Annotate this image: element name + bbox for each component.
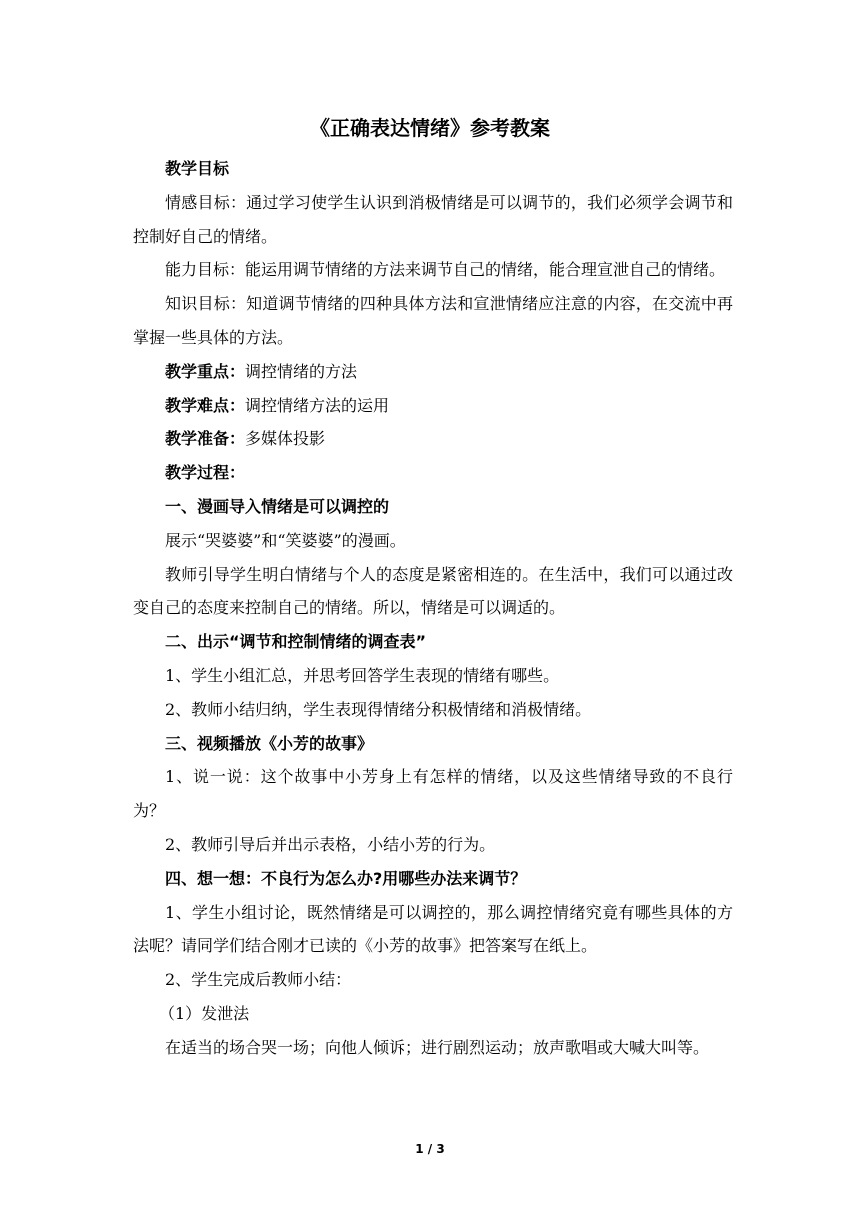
goal-knowledge-paragraph: 知识目标：知道调节情绪的四种具体方法和宣泄情绪应注意的内容，在交流中再掌握一些具体的方法。	[133, 294, 733, 347]
goal-ability-paragraph: 能力目标：能运用调节情绪的方法来调节自己的情绪，能合理宣泄自己的情绪。	[165, 260, 726, 280]
section-1-heading: 一、漫画导入情绪是可以调控的	[165, 496, 390, 516]
section-4-paragraph-1: 1、学生小组讨论，既然情绪是可以调控的，那么调控情绪究竟有哪些具体的方法呢？请同学们结合刚才已读的《小芳的故事》把答案写在纸上。	[133, 902, 733, 956]
preparation-label: 教学准备：	[165, 429, 246, 449]
difficult-point-label: 教学难点：	[165, 395, 246, 415]
key-point-label: 教学重点：	[165, 361, 246, 381]
section-4-heading: 四、想一想：不良行为怎么办?用哪些办法来调节？	[165, 868, 527, 888]
section-1-paragraph-1: 展示“哭婆婆”和“笑婆婆”的漫画。	[165, 530, 406, 550]
difficult-point-line	[133, 389, 733, 423]
section-3-paragraph-1: 1、说一说：这个故事中小芳身上有怎样的情绪，以及这些情绪导致的不良行为？	[133, 767, 733, 821]
goal-emotion-paragraph: 情感目标：通过学习使学生认识到消极情绪是可以调节的，我们必须学会调节和控制好自己的情绪。	[133, 192, 733, 246]
section-4-paragraph-3: 在适当的场合哭一场；向他人倾诉；进行剧烈运动；放声歌唱或大喊大叫等。	[165, 1037, 710, 1057]
section-2-heading: 二、出示“调节和控制情绪的调查表”	[165, 632, 427, 652]
process-heading: 教学过程：	[165, 463, 246, 483]
section-2-paragraph-2: 2、教师小结归纳，学生表现得情绪分积极情绪和消极情绪。	[165, 699, 592, 719]
teaching-goals-heading: 教学目标	[165, 159, 230, 178]
section-3-paragraph-2: 2、教师引导后并出示表格，小结小芳的行为。	[165, 834, 496, 854]
document-title: 《正确表达情绪》参考教案	[310, 116, 550, 140]
key-point-line	[133, 355, 733, 389]
page-number: 1 / 3	[415, 1142, 445, 1156]
section-4-paragraph-2: 2、学生完成后教师小结：	[165, 970, 352, 990]
section-2-paragraph-1: 1、学生小组汇总，并思考回答学生表现的情绪有哪些。	[165, 665, 560, 685]
preparation-text: 多媒体投影	[245, 429, 326, 449]
section-1-paragraph-2: 教师引导学生明白情绪与个人的态度是紧密相连的。在生活中，我们可以通过改变自己的态度来控制自己的情绪。所以，情绪是可以调适的。	[133, 564, 733, 618]
document-body	[133, 152, 733, 1065]
section-4-subheading-1: （1）发泄法	[159, 1003, 250, 1023]
key-point-text: 调控情绪的方法	[245, 361, 358, 381]
preparation-line	[133, 422, 733, 456]
section-3-heading: 三、视频播放《小芳的故事》	[165, 733, 374, 753]
difficult-point-text: 调控情绪方法的运用	[245, 395, 390, 415]
